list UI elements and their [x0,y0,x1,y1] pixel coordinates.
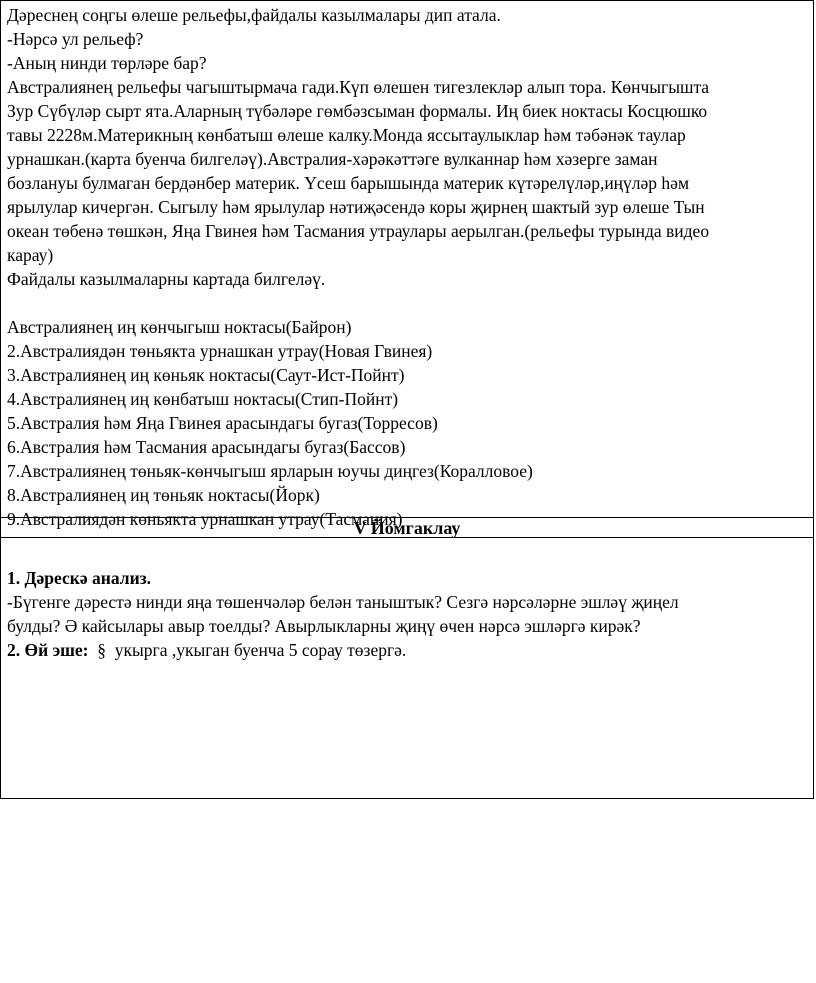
analysis-text: -Бүгенге дәрестә нинди яңа төшенчәләр белән таныштык? Сезгә нәрсәләрне эшләү җиңел [7,592,679,612]
homework-text: укырга ,укыган буенча 5 сорау төзергә. [114,640,407,660]
text-line: Австралиянең рельефы чагыштырмача гади.Күп өлешен тигезлекләр алып тора. Көнчыгышта [7,77,710,97]
homework-label: 2. Өй эше: [7,640,89,660]
text-line: -Аның нинди төрләре бар? [7,53,207,73]
text-line: бозлануы булмаган бердәнбер материк. Үсеш барышында материк күтәрелүләр,иңүләр һәм [7,173,690,193]
analysis-text: булды? Ә кайсылары авыр тоелды? Авырлыкларны җиңү өчен нәрсә эшләргә кирәк? [7,616,641,636]
homework-line [7,638,807,662]
section-heading: V Йомгаклау [1,518,813,538]
list-item: 6.Австралия һәм Тасмания арасындагы бугаз(Бассов) [7,437,406,457]
text-line: Файдалы казылмаларны картада билгеләү. [7,269,326,289]
list-item: 5.Австралия һәм Яңа Гвинея арасындагы бугаз(Торресов) [7,413,438,433]
list-item: 2.Австралиядән төньякта урнашкан утрау(Новая Гвинея) [7,341,433,361]
text-line: тавы 2228м.Материкның көнбатыш өлеше калку.Монда яссытаулыклар һәм тәбәнәк таулар [7,125,686,145]
list-item: 3.Австралиянең иң көньяк ноктасы(Саут-Ист-Пойнт) [7,365,405,385]
list-item: 8.Австралиянең иң төньяк ноктасы(Йорк) [7,485,320,505]
list-item: 4.Австралиянең иң көнбатыш ноктасы(Стип-Пойнт) [7,389,399,409]
text-line: -Нәрсә ул рельеф? [7,29,144,49]
list-item: Австралиянең иң көнчыгыш ноктасы(Байрон) [7,317,352,337]
text-line: ярылулар кичергән. Сыгылу һәм ярылулар нәтиҗәсендә коры җирнең шактый зур өлеше Тын [7,197,705,217]
text-line: урнашкан.(карта буенча билгеләү).Австралия-хәрәкәттәге вулканнар һәм хәзерге заман [7,149,658,169]
section-bullet-icon: § [97,640,107,660]
blank-line [7,291,807,315]
text-line: Зур Сүбүләр сырт ята.Аларның түбәләре гөмбәзсыман формалы. Иң биек ноктасы Косцюшко [7,101,708,121]
text-line: океан төбенә төшкән, Яңа Гвинея һәм Тасмания утраулары аерылган.(рельефы турында видео [7,221,710,241]
list-item: 7.Австралиянең төньяк-көнчыгыш ярларын юучы диңгез(Коралловое) [7,461,533,481]
analysis-title: 1. Дәрескә анализ. [7,568,152,588]
summary-cell [1,538,813,798]
text-line: Дәреснең соңгы өлеше рельефы,файдалы казылмалары дип атала. [7,5,501,25]
text-line: карау) [7,245,54,265]
list-item: 9.Австралиядән көньякта урнашкан утрау(Тасмания) [7,509,403,529]
